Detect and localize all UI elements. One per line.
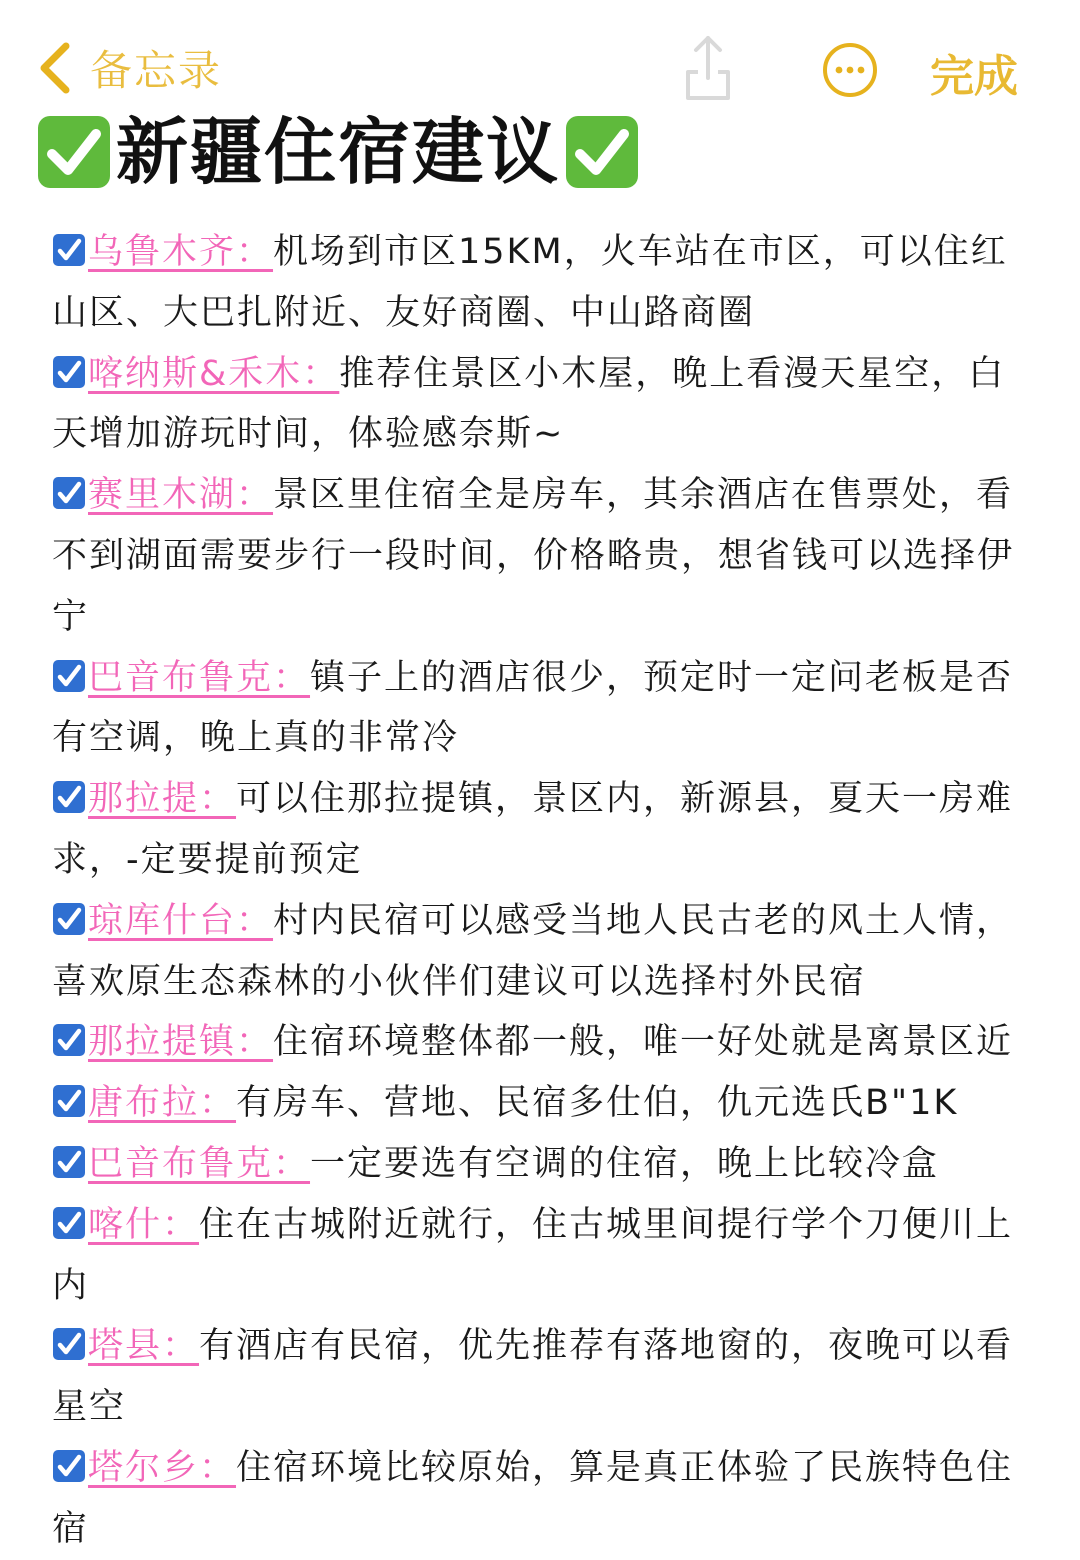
tip-item: [52, 222, 1036, 344]
checkbox-checked-icon: [52, 1023, 86, 1057]
checkbox-checked-icon: [52, 659, 86, 693]
checkbox-checked-icon: [52, 1145, 86, 1179]
share-icon[interactable]: [680, 32, 736, 102]
place-label: 乌鲁木齐：: [88, 232, 274, 272]
tip-item: [52, 1073, 1036, 1134]
note-title: 新疆住宿建议: [116, 110, 561, 194]
tip-item: [52, 769, 1036, 891]
checkbox-checked-icon: [52, 780, 86, 814]
tip-item: [52, 1316, 1036, 1438]
place-label: 喀什：: [88, 1204, 200, 1245]
tip-text: 可以住那拉提镇，景区内，新源县，夏天一房难求，-定要提前预定: [52, 779, 1014, 880]
tip-item: [52, 648, 1036, 770]
place-label: 赛里木湖：: [88, 475, 274, 516]
done-button[interactable]: 完成: [930, 51, 1018, 102]
back-button[interactable]: [36, 38, 222, 98]
chevron-left-icon: [36, 40, 76, 96]
place-label: 塔尔乡：: [88, 1447, 237, 1488]
place-label: 那拉提镇：: [88, 1022, 274, 1063]
tip-text: 有酒店有民宿，优先推荐有落地窗的，夜晚可以看星空: [52, 1326, 1014, 1428]
place-label: 喀纳斯&禾木：: [88, 353, 340, 394]
note-body[interactable]: [52, 222, 1036, 1560]
checkbox-checked-icon: [52, 233, 86, 267]
note-title-row: [36, 110, 640, 194]
checkbox-checked-icon: [52, 902, 86, 936]
tip-item: [52, 465, 1036, 647]
tip-text: 机场到市区15KM，火车站在市区，可以住红山区、大巴扎附近、友好商圈、中山路商圈: [52, 232, 1008, 333]
tip-text: 住宿环境比较原始，算是真正体验了民族特色住宿: [52, 1447, 1014, 1549]
checkbox-checked-icon: [52, 1327, 86, 1361]
place-label: 唐布拉：: [88, 1083, 237, 1124]
checkbox-checked-icon: [52, 1084, 86, 1118]
checkbox-checked-icon: [52, 355, 86, 389]
checkbox-checked-icon: [52, 1449, 86, 1483]
navigation-bar: [0, 0, 1080, 120]
more-icon[interactable]: [820, 40, 880, 100]
place-label: 巴音布鲁克：: [88, 657, 311, 698]
place-label: 琼库什台：: [88, 900, 274, 941]
tip-text: 镇子上的酒店很少，预定时一定问老板是否有空调，晚上真的非常冷: [52, 657, 1014, 759]
tip-text: 住在古城附近就行，住古城里间提行学个刀便川上内: [52, 1204, 1014, 1306]
tip-text: 一定要选有空调的住宿，晚上比较冷盒: [310, 1143, 940, 1184]
check-mark-button-icon: [564, 114, 640, 190]
check-mark-button-icon: [36, 114, 112, 190]
tip-item: [52, 1012, 1036, 1073]
tip-item: [52, 891, 1036, 1013]
checkbox-checked-icon: [52, 1206, 86, 1240]
tip-item: [52, 1134, 1036, 1195]
tip-item: [52, 1438, 1036, 1560]
place-label: 那拉提：: [88, 779, 237, 820]
place-label: 巴音布鲁克：: [88, 1143, 311, 1184]
tip-text: 推荐住景区小木屋，晚上看漫天星空，白天增加游玩时间，体验感奈斯~: [52, 353, 1006, 455]
tip-item: [52, 344, 1036, 466]
tip-item: [52, 1195, 1036, 1317]
place-label: 塔县：: [88, 1326, 200, 1367]
back-label: 备忘录: [90, 46, 223, 95]
tip-text: 景区里住宿全是房车，其余酒店在售票处，看不到湖面需要步行一段时间，价格略贵，想省钱可以选择伊宁: [52, 475, 1015, 637]
tip-text: 村内民宿可以感受当地人民古老的风土人情，喜欢原生态森林的小伙伴们建议可以选择村外民宿: [52, 900, 1014, 1002]
checkbox-checked-icon: [52, 476, 86, 510]
tip-text: 有房车、营地、民宿多仕伯，仇元选氏B"1K: [236, 1083, 959, 1124]
tip-text: 住宿环境整体都一般，唯一好处就是离景区近: [273, 1022, 1014, 1063]
